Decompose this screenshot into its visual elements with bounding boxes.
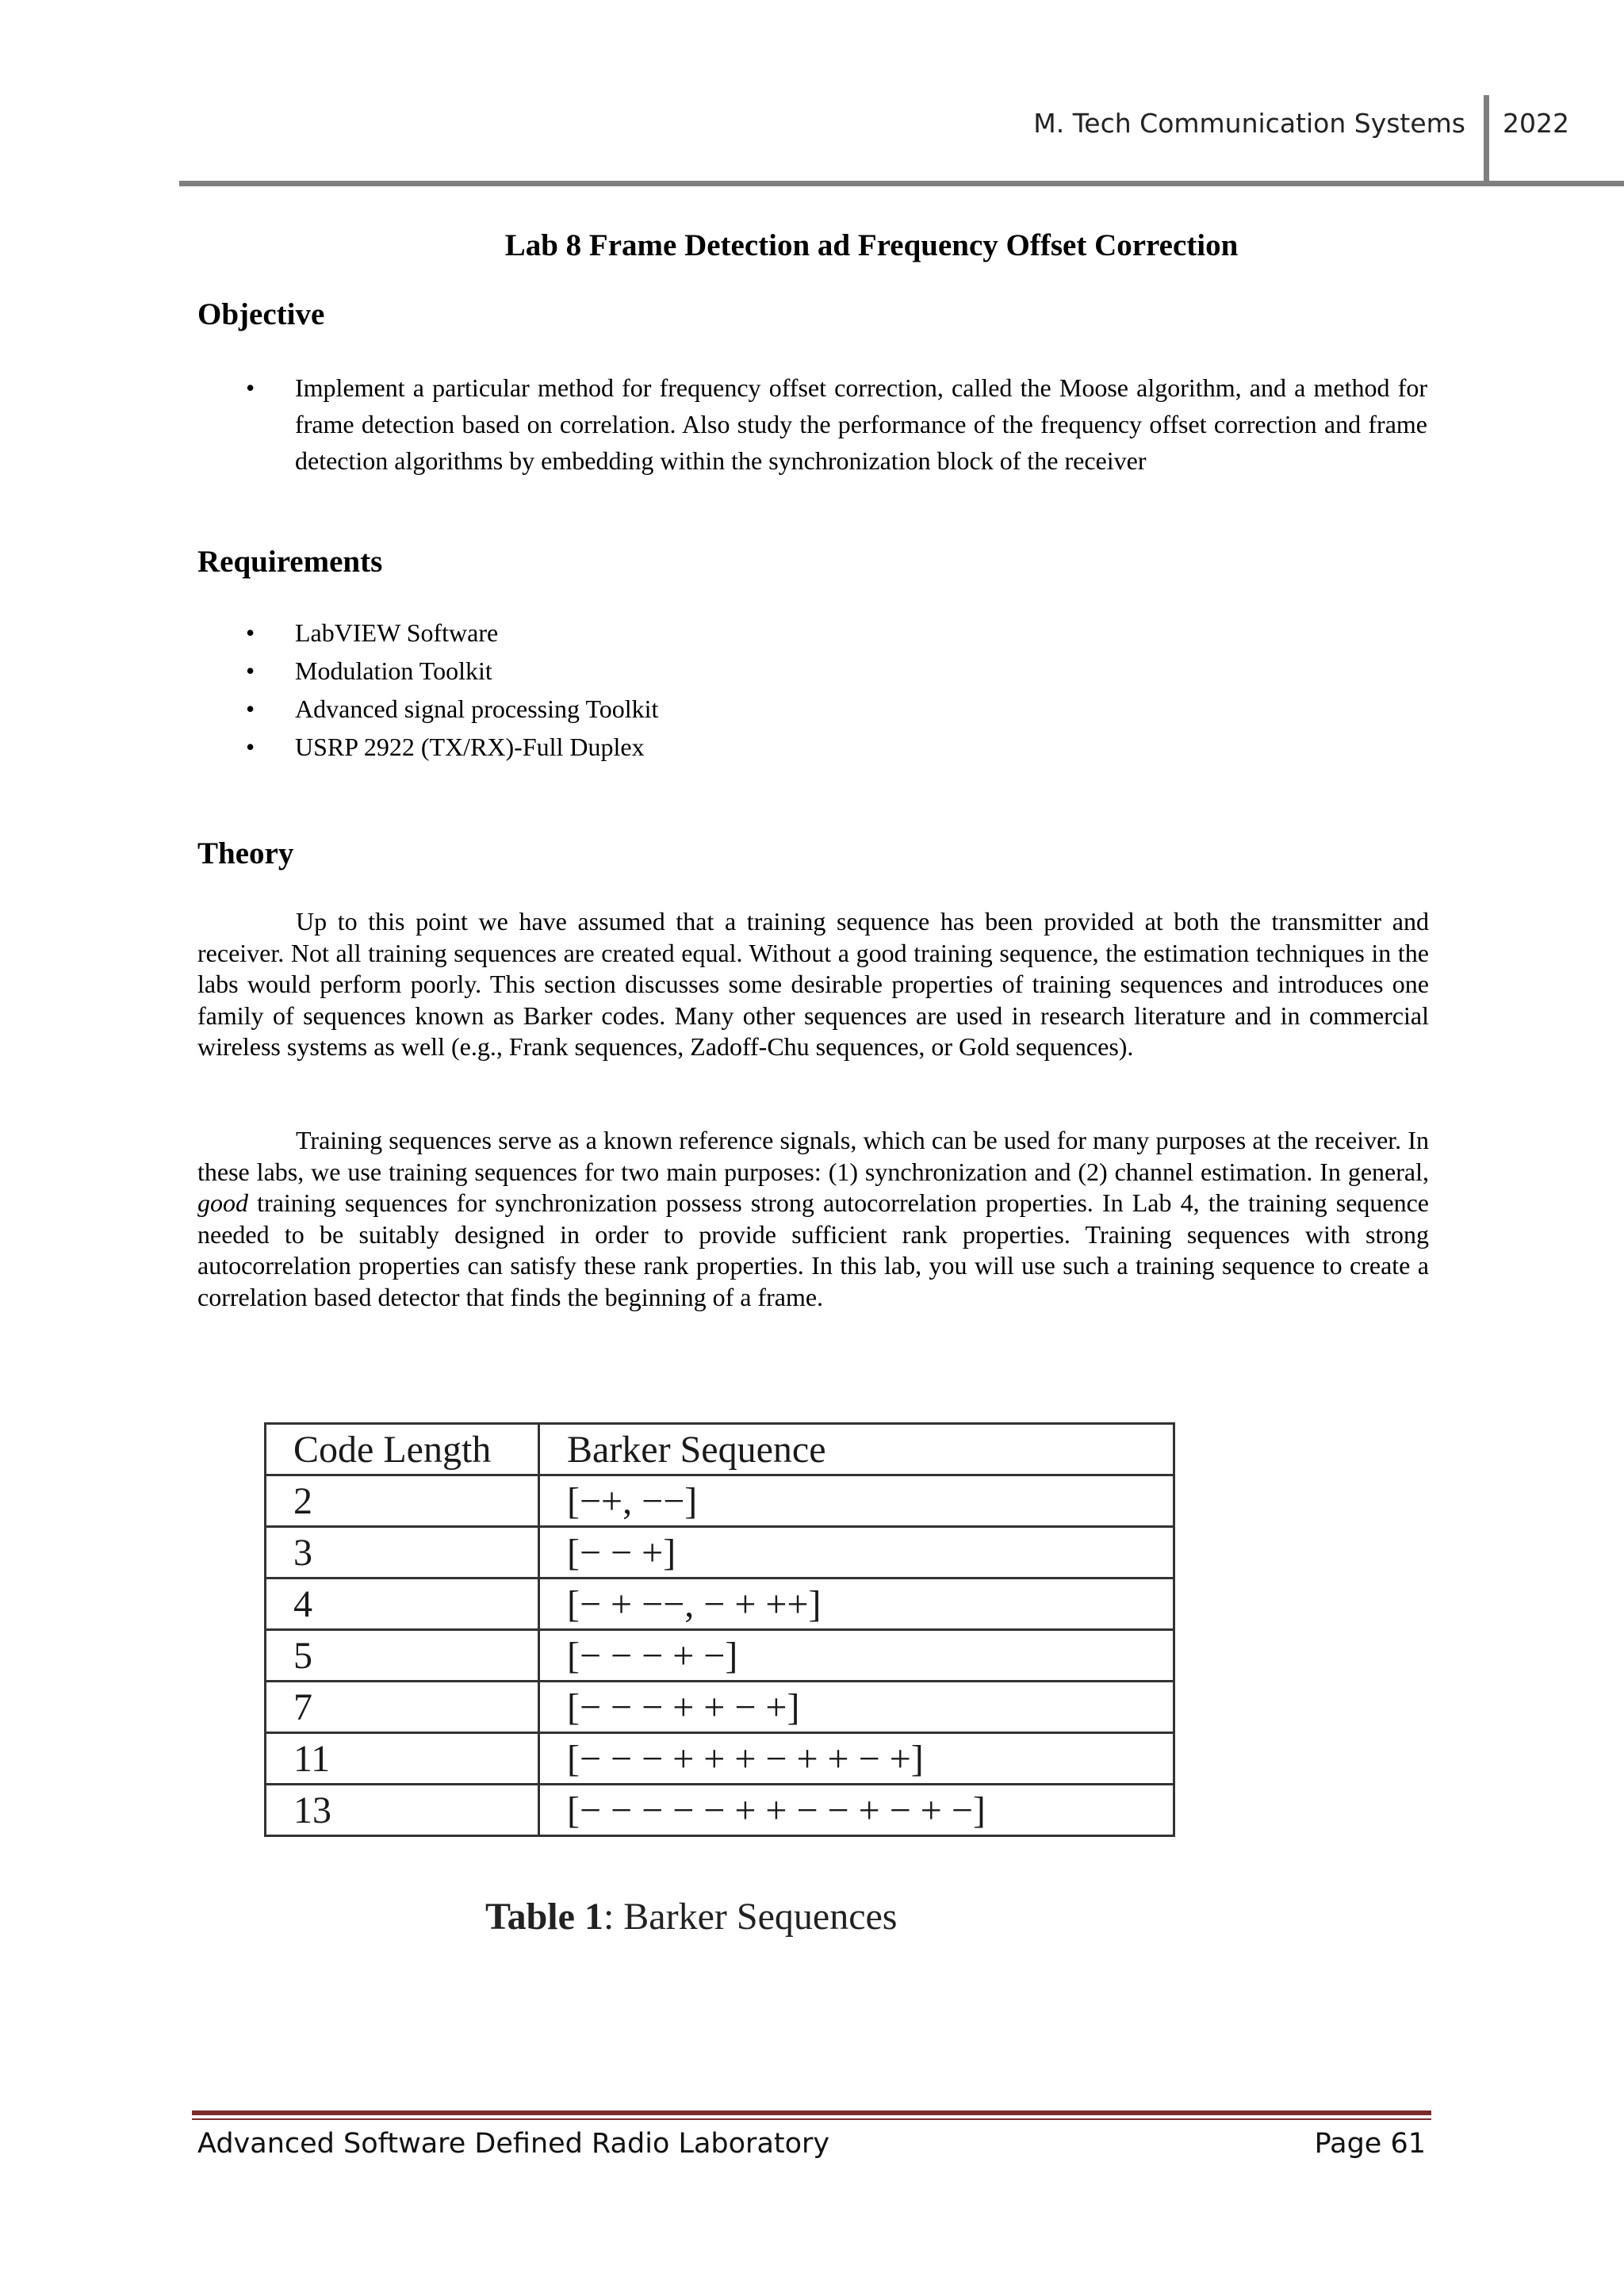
code-length-cell: 5 <box>266 1630 539 1682</box>
footer-lab-name: Advanced Software Defined Radio Laboratory <box>197 2128 830 2160</box>
code-length-cell: 3 <box>266 1527 539 1578</box>
column-header-code-length: Code Length <box>266 1424 539 1475</box>
list-item <box>246 728 658 766</box>
list-item <box>246 369 1427 479</box>
requirement-item-text: Advanced signal processing Toolkit <box>295 695 659 723</box>
requirement-item-text: LabVIEW Software <box>295 618 499 647</box>
table-row <box>266 1475 1174 1527</box>
theory-paragraph-2 <box>197 1125 1429 1313</box>
header-course: M. Tech Communication Systems <box>1033 108 1465 139</box>
code-length-cell: 4 <box>266 1578 539 1630</box>
column-header-barker-sequence: Barker Sequence <box>539 1424 1174 1475</box>
page-title: Lab 8 Frame Detection ad Frequency Offset Correction <box>504 228 1239 262</box>
theory-p2-text: training sequences for synchronization possess strong autocorrelation properties. In Lab 4, the training sequence needed to be suitably designed in order to provide sufficient rank properties. Training sequences with strong autocorrelation properties can satisfy these rank properties. In this lab, you will use such a training sequence to create a correlation based detector that finds the beginning of a frame. <box>197 1188 1429 1311</box>
theory-p2-text: Training sequences serve as a known reference signals, which can be used for many purposes at the receiver. In these labs, we use training sequences for two main purposes: (1) synchronization and (2) channel estimation. In general, <box>197 1126 1429 1186</box>
requirements-list <box>246 614 658 766</box>
code-length-cell: 2 <box>266 1475 539 1527</box>
barker-table <box>264 1422 1175 1837</box>
barker-sequence-cell: [− − − + + + − + + − +] <box>539 1733 1174 1785</box>
list-item <box>246 652 658 690</box>
footer-rule-thick <box>192 2110 1431 2115</box>
table-row <box>266 1682 1174 1733</box>
table-row <box>266 1733 1174 1785</box>
code-length-cell: 11 <box>266 1733 539 1785</box>
table-row <box>266 1527 1174 1578</box>
theory-heading: Theory <box>197 836 294 871</box>
header-divider <box>1484 95 1489 184</box>
bullet-icon: • <box>246 618 255 647</box>
table-caption-text: : Barker Sequences <box>603 1896 898 1938</box>
list-item <box>246 614 658 652</box>
barker-sequence-cell: [−+, −−] <box>539 1475 1174 1527</box>
barker-sequence-cell: [− − − + + − +] <box>539 1682 1174 1733</box>
theory-paragraph-1: Up to this point we have assumed that a training sequence has been provided at both the transmitter and receiver. Not all training sequences are created equal. Without a good training sequence, the estimation techniques in the labs would perform poorly. This section discusses some desirable properties of training sequences and introduces one family of sequences known as Barker codes. Many other sequences are used in research literature and in commercial wireless systems as well (e.g., Frank sequences, Zadoff-Chu sequences, or Gold sequences). <box>197 907 1429 1061</box>
objective-heading: Objective <box>197 297 325 331</box>
barker-sequence-cell: [− − +] <box>539 1527 1174 1578</box>
code-length-cell: 13 <box>266 1785 539 1836</box>
bullet-icon: • <box>246 373 255 402</box>
barker-sequence-cell: [− − − − − + + − − + − + −] <box>539 1785 1174 1836</box>
requirements-heading: Requirements <box>197 545 383 579</box>
list-item <box>246 690 658 728</box>
barker-sequence-cell: [− + −−, − + ++] <box>539 1578 1174 1630</box>
footer-rule-thin <box>192 2118 1431 2120</box>
barker-sequence-cell: [− − − + −] <box>539 1630 1174 1682</box>
objective-list <box>246 369 1427 479</box>
header-rule <box>179 181 1624 186</box>
table-caption <box>485 1895 897 1938</box>
barker-table-wrap <box>264 1422 1175 1837</box>
bullet-icon: • <box>246 733 255 761</box>
theory-p2-emphasis: good <box>197 1188 248 1217</box>
objective-item-text: Implement a particular method for frequency offset correction, called the Moose algorithm, and a method for frame detection based on correlation. Also study the performance of the frequency offset correction and frame detection algorithms by embedding within the synchronization block of the receiver <box>295 373 1427 475</box>
header-year: 2022 <box>1503 108 1569 139</box>
bullet-icon: • <box>246 695 255 723</box>
table-caption-label: Table 1 <box>485 1896 603 1938</box>
footer-page-number: Page 61 <box>1314 2128 1426 2160</box>
requirement-item-text: USRP 2922 (TX/RX)-Full Duplex <box>295 733 645 761</box>
table-row <box>266 1630 1174 1682</box>
code-length-cell: 7 <box>266 1682 539 1733</box>
table-header-row <box>266 1424 1174 1475</box>
table-row <box>266 1578 1174 1630</box>
bullet-icon: • <box>246 656 255 685</box>
requirement-item-text: Modulation Toolkit <box>295 656 492 685</box>
table-row <box>266 1785 1174 1836</box>
